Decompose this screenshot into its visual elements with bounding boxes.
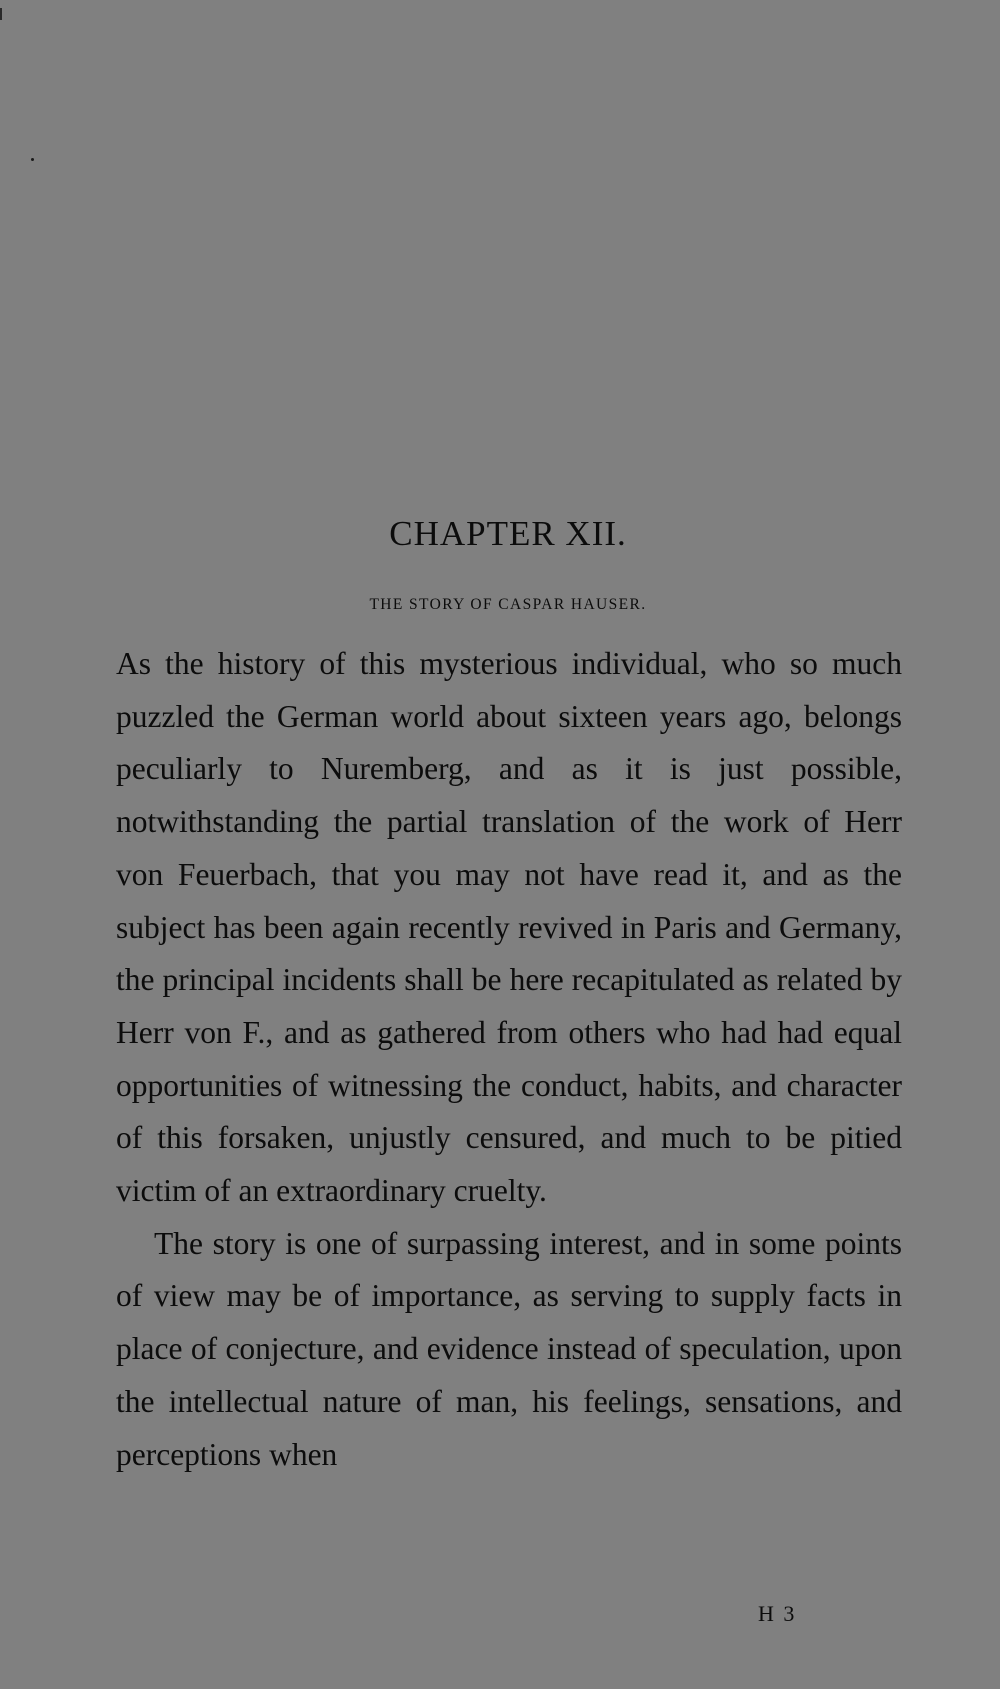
chapter-subtitle: THE STORY OF CASPAR HAUSER. [369,596,647,613]
page-signature: H 3 [758,1601,797,1626]
scan-speck [31,158,34,161]
scan-edge-mark [0,8,2,20]
chapter-body [116,638,902,1481]
chapter-title: CHAPTER XII. [389,514,627,553]
paragraph-2: The story is one of surpassing interest, and in some points of view may be of importance, as serving to supply facts in place of conjecture, and evidence instead of speculation, upon the intellectual nature of man, his feelings, sensations, and perceptions when [116,1225,902,1472]
paragraph-1: As the history of this mysterious individual, who so much puzzled the German world about sixteen years ago, belongs peculiarly to Nuremberg, and as it is just possible, notwithstanding the partial translation of the work of Herr von Feuerbach, that you may not have read it, and as the subject has been again recently revived in Paris and Germany, the principal incidents shall be here recapitulated as related by Herr von F., and as gathered from others who had had equal opportunities of witnessing the conduct, habits, and character of this forsaken, unjustly censured, and much to be pitied victim of an extraordinary cruelty. [116,646,902,1209]
